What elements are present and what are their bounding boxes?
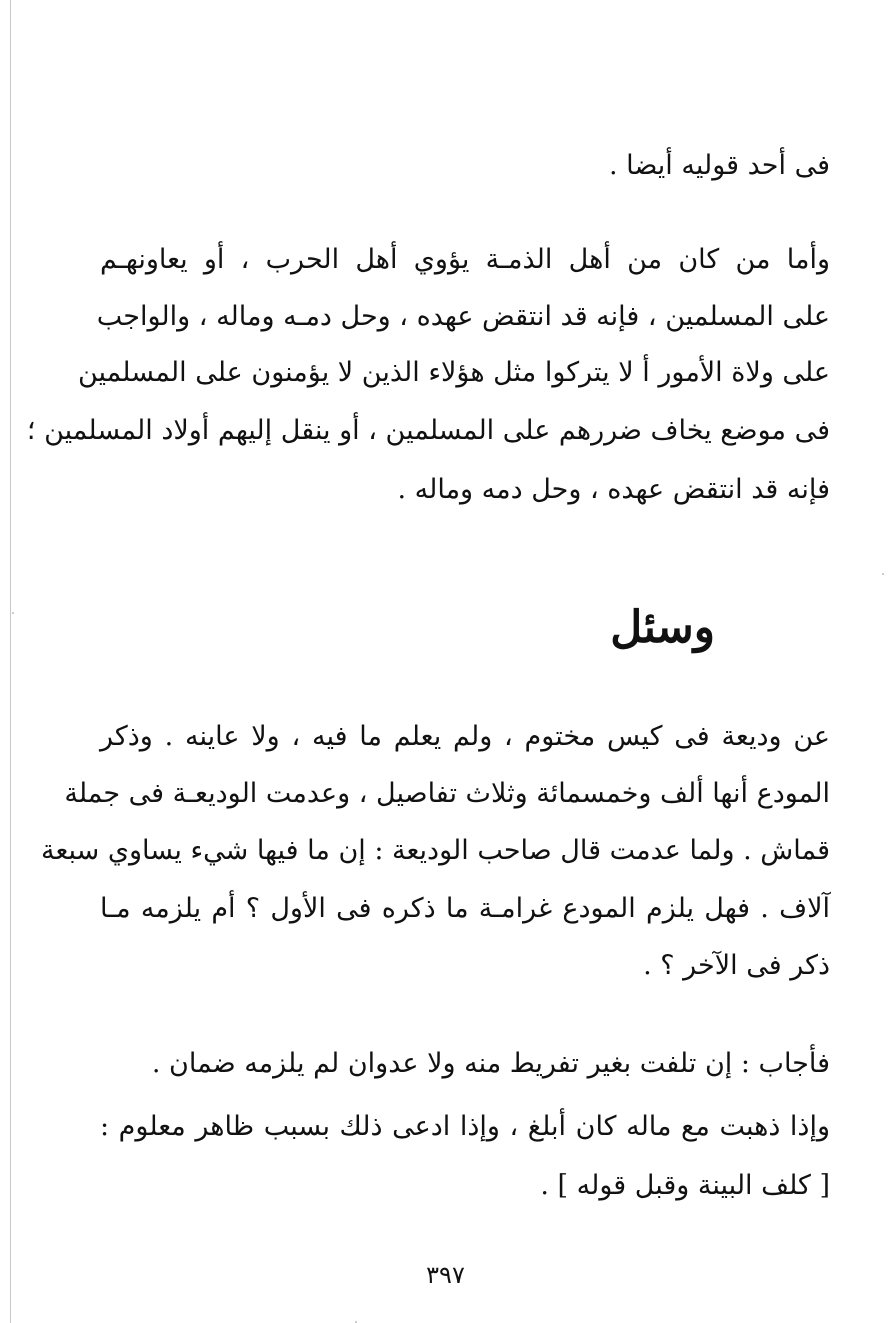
section-heading: وسئل: [610, 602, 715, 653]
text-line: وإذا ذهبت مع ماله كان أبلغ ، وإذا ادعى ذلك بسبب ظاهر معلوم :: [100, 1111, 830, 1142]
text-line: فى أحد قوليه أيضا .: [608, 150, 830, 181]
text-line: المودع أنها ألف وخمسمائة وثلاث تفاصيل ، وعدمت الوديعـة فى جملة: [64, 778, 830, 809]
text-line: على ولاة الأمور أ لا يتركوا مثل هؤلاء الذين لا يؤمنون على المسلمين: [77, 357, 830, 388]
text-line: قماش . ولما عدمت قال صاحب الوديعة : إن ما فيها شيء يساوي سبعة: [41, 835, 830, 866]
text-line: على المسلمين ، فإنه قد انتقض عهده ، وحل دمـه وماله ، والواجب: [96, 301, 830, 332]
scan-speck: [882, 573, 884, 575]
text-line: [ كلف البينة وقبل قوله ] .: [540, 1170, 830, 1201]
page-edge-line: [10, 0, 11, 1323]
text-line: وأما من كان من أهل الذمـة يؤوي أهل الحرب ، أو يعاونهـم: [100, 244, 830, 275]
text-line: ذكر فى الآخر ؟ .: [643, 950, 830, 981]
text-line: فى موضع يخاف ضررهم على المسلمين ، أو ينقل إليهم أولاد المسلمين ؛: [26, 415, 830, 446]
page-number: ٣٩٧: [426, 1261, 465, 1289]
text-line: فإنه قد انتقض عهده ، وحل دمه وماله .: [397, 474, 830, 505]
scan-speck: [12, 612, 14, 614]
text-line: عن وديعة فى كيس مختوم ، ولم يعلم ما فيه ، ولا عاينه . وذكر: [100, 721, 830, 752]
text-line: آلاف . فهل يلزم المودع غرامـة ما ذكره فى الأول ؟ أم يلزمه مـا: [100, 893, 830, 924]
text-line: فأجاب : إن تلفت بغير تفريط منه ولا عدوان لم يلزمه ضمان .: [151, 1048, 830, 1079]
